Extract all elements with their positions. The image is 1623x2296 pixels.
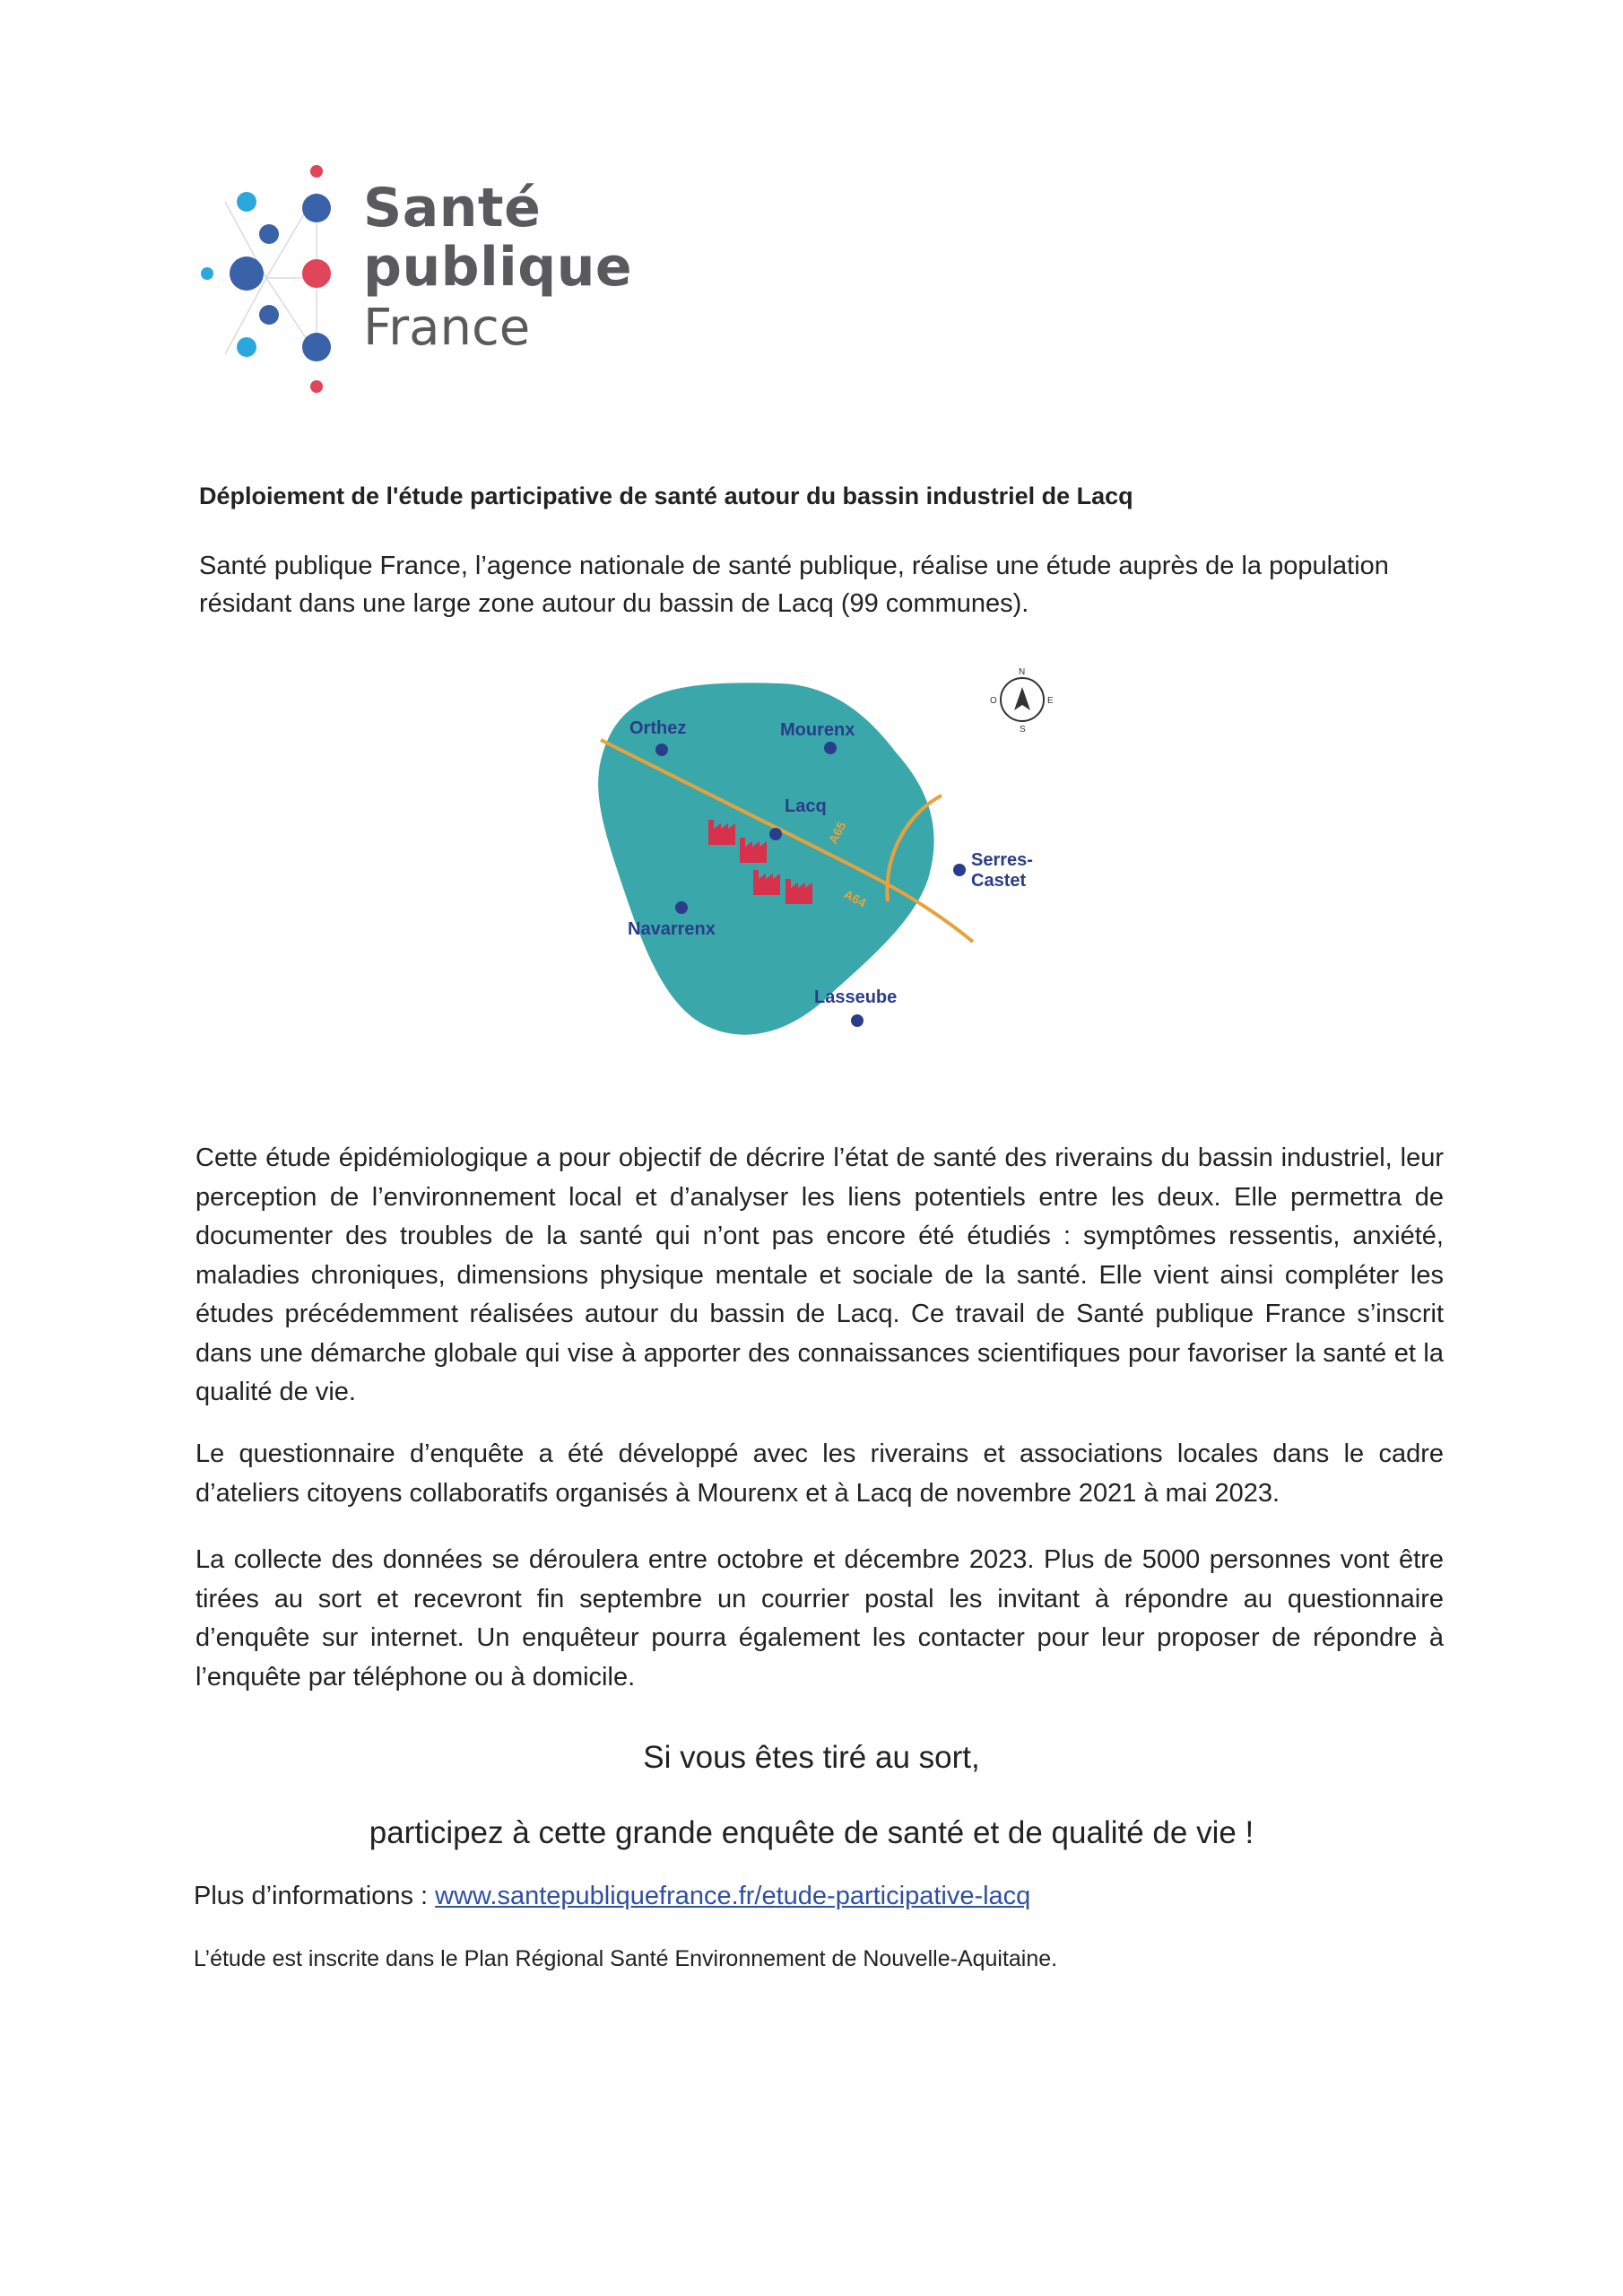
svg-text:O: O	[990, 696, 997, 706]
svg-text:N: N	[1019, 667, 1026, 677]
logo-text-france: France	[363, 299, 531, 357]
town-label-mourenx: Mourenx	[780, 720, 855, 740]
road-label-a65: A65	[825, 819, 849, 847]
paragraph-objective: Cette étude épidémiologique a pour objectif de décrire l’état de santé des riverains du bassin industriel, leur perception de l’environnement local et d’analyser les liens potentiels entre les deux. Elle permettra de documenter des troubles de la santé qui n’ont pas encore été étudiés : symptômes ressentis, anxiété, maladies chroniques, dimensions physique mentale et sociale de la santé. Elle vient ainsi compléter les études précédemment réalisées autour du bassin de Lacq. Ce travail de Santé publique France s’inscrit dans une démarche globale qui vise à apporter des connaissances scientifiques pour favoriser la santé et la qualité de vie.	[195, 1144, 1444, 1406]
intro-paragraph: Santé publique France, l’agence nationale de santé publique, réalise une étude auprès de la population résidant dans une large zone autour du bassin de Lacq (99 communes).	[199, 552, 1389, 618]
santepubliquefrance-logo	[193, 157, 641, 399]
svg-text:S: S	[1020, 725, 1026, 735]
road-label-a64: A64	[841, 886, 869, 910]
town-label-serres: Serres-	[971, 850, 1033, 870]
paragraph-questionnaire: Le questionnaire d’enquête a été développé avec les riverains et associations locales dans le cadre d’ateliers citoyens collaboratifs organisés à Mourenx et à Lacq de novembre 2021 à mai 2023.	[195, 1439, 1444, 1508]
compass-icon	[990, 667, 1054, 735]
paragraph-collection: La collecte des données se déroulera entre octobre et décembre 2023. Plus de 5000 personnes vont être tirées au sort et recevront fin septembre un courrier postal les invitant à répondre au questionnaire d’enquête sur internet. Un enquêteur pourra également les contacter pour leur proposer de répondre à l’enquête par téléphone ou à domicile.	[195, 1545, 1444, 1692]
town-label-lasseube: Lasseube	[814, 987, 898, 1007]
town-label-castet: Castet	[971, 871, 1027, 891]
more-info-link[interactable]: www.santepubliquefrance.fr/etude-participative-lacq	[435, 1882, 1031, 1910]
more-info	[194, 1882, 1030, 1911]
town-label-lacq: Lacq	[785, 796, 827, 816]
cta-line-1: Si vous êtes tiré au sort,	[643, 1740, 980, 1775]
document-title: Déploiement de l'étude participative de santé autour du bassin industriel de Lacq	[199, 483, 1133, 509]
more-info-label: Plus d’informations :	[194, 1882, 436, 1910]
study-area-map	[574, 646, 1076, 1076]
logo-dots-icon	[193, 157, 354, 399]
footer-note: L’étude est inscrite dans le Plan Régional Santé Environnement de Nouvelle-Aquitaine.	[194, 1946, 1058, 1971]
logo-text-publique: publique	[363, 236, 633, 299]
town-label-navarrenx: Navarrenx	[628, 919, 716, 939]
town-label-orthez: Orthez	[629, 718, 687, 738]
logo-text-sante: Santé	[363, 177, 542, 239]
svg-text:E: E	[1047, 696, 1054, 706]
cta-line-2: participez à cette grande enquête de santé et de qualité de vie !	[369, 1815, 1254, 1850]
